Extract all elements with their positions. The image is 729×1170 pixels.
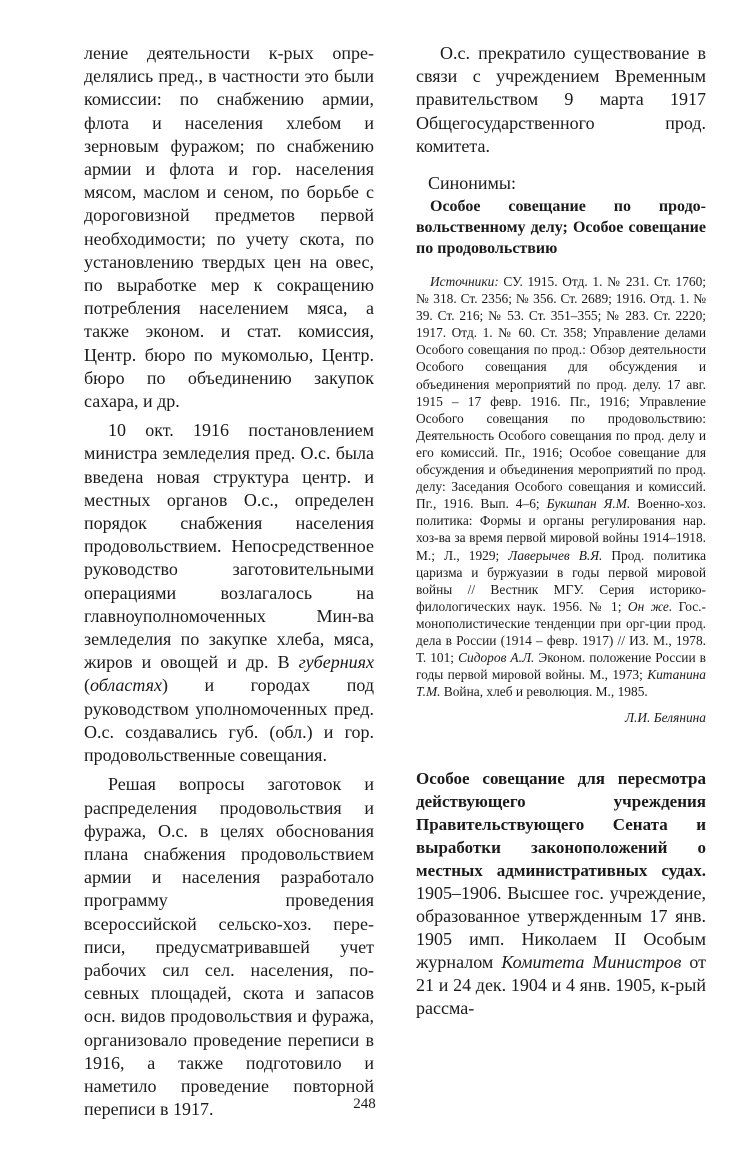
sources-label: Источники: <box>430 274 499 290</box>
article-author: Л.И. Белянина <box>624 710 706 726</box>
source-author: Сидоров А.Л. <box>458 650 535 666</box>
source-author: Букшпан Я.М. <box>546 496 631 512</box>
source-author: Он же. <box>627 598 673 614</box>
text-run: 10 окт. 1916 постановлением министра земледелия пред. О.с. была введена новая структура центр. и местных органов О.с., определен порядок снабжения населения продовольствием. Непосредственное руководство заготовительными операциями возлагалось на главноуполномоченных Мин-ва земледелия по закупке хлеба, мяса, жиров и овощей и др. В <box>84 420 374 673</box>
text-run: Эконом. положение России в годы первой мировой войны. М., 1973; <box>416 650 707 683</box>
text-run: от 21 и 24 дек. 1904 и 4 янв. 1905, к-рый рассма- <box>416 952 707 1019</box>
synonyms-label: Синонимы: <box>428 173 517 194</box>
text-run: 1905–1906. Высшее гос. учреждение, образованное утвержденным 17 янв. 1905 имп. Николаем II Особым журналом <box>416 883 706 973</box>
text-run: СУ. 1915. Отд. 1. № 231. Ст. 1760; № 318. Ст. 2356; № 356. Ст. 2689; 1916. Отд. 1. № 39. Ст. 216; № 53. Ст. 351–355; № 283. Ст. 2220; 1917. Отд. 1. № 60. Ст. 358; Управление делами Особого совещания по прод.: Обзор деятельности Особого совещания для обсуждения и объединения мероприятий по прод. делу. 17 авг. 1915 – 17 февр. 1916. Пг., 1916; Управление Особого совещания по продовольствию: Деятельность Особого совещания по прод. делу и его комиссий. Пг., 1916; Особое совещание для обсуждения и объединения мероприятий по прод. делу: Заседания Особого совещания и комиссий. Пг., 1916. Вып. 4–6; <box>416 274 706 512</box>
source-author: Китанина Т.М. <box>416 667 706 700</box>
text-run: Прод. политика царизма и буржуазии в годы первой мировой войны // Вестник МГУ. Серия историко-филологических наук. 1956. № 1; <box>416 547 707 614</box>
article-title: Особое совещание для пересмотра действующего учреждения Правительствующего Сената и выработки законоположений о местных административных судах. <box>416 769 706 881</box>
right-column <box>416 42 706 1020</box>
synonyms-list: Особое совещание по продовольственному делу; Особое совещание по продовольствию <box>416 198 706 258</box>
text-run: Гос.-монополистические тенденции при орг-ции прод. дела в России (1914 – февр. 1917) // ИЗ. М., 1978. Т. 101; <box>416 598 706 666</box>
left-paragraph-2 <box>84 419 374 767</box>
left-paragraph-1: ление деятельности к-рых определялись пред., в частности это были комиссии: по снабжению армии, флота и населения хлебом и зерновым фуражом; по снабжению армии и флота и гор. населения мясом, маслом и сеном, по борьбе с дороговизной предметов первой необходимости; по учету скота, по установлению твердых цен на овес, по выработке мер к сокращению потребления населением мяса, а также эконом. и стат. комиссия, Центр. бюро по мукомолью, Центр. бюро по объединению закупок сахара, и др. <box>84 43 374 412</box>
text-run: Военно-хоз. политика: Формы и органы регулирования нар. хоз-ва за время первой мировой войны 1914–1918. М.; Л., 1929; <box>416 496 706 563</box>
italic-term: областях <box>90 675 162 696</box>
page-number: 248 <box>353 1096 376 1112</box>
new-article-entry <box>416 767 706 1020</box>
source-author: Лаверычев В.Я. <box>508 547 603 563</box>
text-run: Война, хлеб и революция. М., 1985. <box>440 684 648 700</box>
right-paragraph-1: О.с. прекратило существование в связи с учреждением Временным правительством 9 марта 1917 Общегосударственного прод. комитета. <box>416 43 706 156</box>
text-run: ) и городах под руководством уполномоченных пред. О.с. создавались губ. (обл.) и гор. продовольственные совещания. <box>84 675 374 766</box>
italic-term: Комитета Министров <box>501 952 682 973</box>
italic-term: губерниях <box>298 652 374 673</box>
text-run: ( <box>84 675 90 696</box>
sources-block <box>416 273 706 700</box>
left-column <box>84 42 374 1121</box>
left-paragraph-3: Решая вопросы заготовок и распределения продовольствия и фуража, О.с. в целях обоснования плана снабжения продовольствием армии и населения разработало программу проведения всероссийской сельско-хоз. переписи, предусматривавшей учет рабочих сил сел. населения, посевных площадей, скота и запасов осн. видов продовольствия и фуража, организовало проведение переписи в 1916, а также подготовило и наметило проведение повторной переписи в 1917. <box>84 774 374 1120</box>
